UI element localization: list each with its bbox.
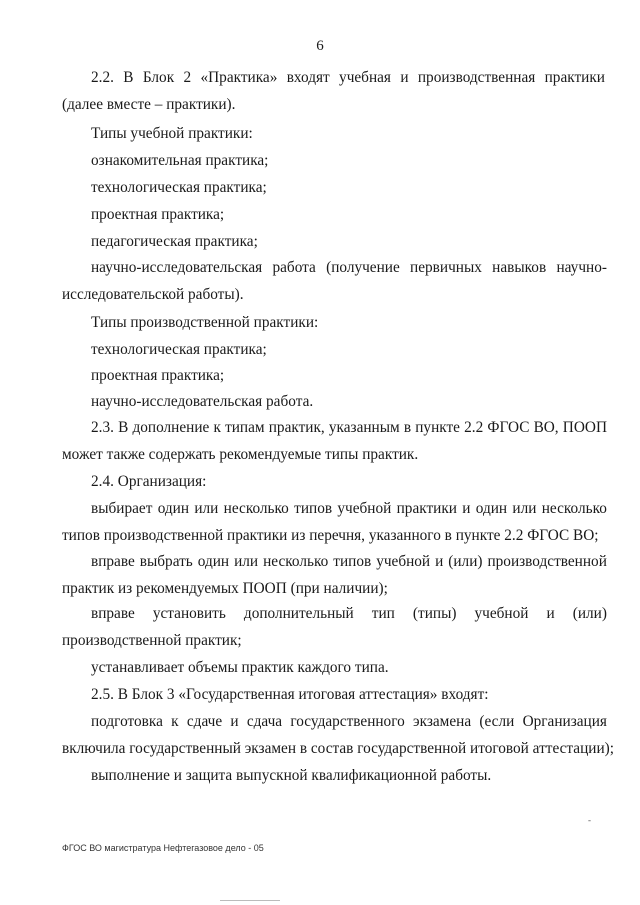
paragraph-line: 2.4. Организация: bbox=[91, 473, 207, 490]
scan-mark: - bbox=[588, 815, 591, 825]
paragraph-line: (далее вместе – практики). bbox=[62, 96, 236, 113]
paragraph-line: технологическая практика; bbox=[91, 179, 267, 196]
paragraph-line: 2.2. В Блок 2 «Практика» входят учебная и производственная практики bbox=[91, 69, 605, 86]
paragraph-line: проектная практика; bbox=[91, 367, 225, 384]
paragraph-line: научно-исследовательская работа (получение первичных навыков научно- bbox=[91, 259, 607, 276]
scan-artifact-line bbox=[220, 900, 280, 901]
paragraph-line: научно-исследовательская работа. bbox=[91, 393, 314, 410]
footer-text: ФГОС ВО магистратура Нефтегазовое дело - 05 bbox=[62, 843, 264, 853]
paragraph-line: 2.3. В дополнение к типам практик, указанным в пункте 2.2 ФГОС ВО, ПООП bbox=[91, 419, 607, 436]
paragraph-line: вправе выбрать один или несколько типов учебной и (или) производственной bbox=[91, 553, 607, 570]
paragraph-line: исследовательской работы). bbox=[62, 286, 244, 303]
page-number: 6 bbox=[316, 38, 324, 54]
paragraph-line: включила государственный экзамен в состав государственной итоговой аттестации); bbox=[62, 740, 614, 757]
paragraph-line: 2.5. В Блок 3 «Государственная итоговая аттестация» входят: bbox=[91, 686, 489, 703]
paragraph-line: устанавливает объемы практик каждого типа. bbox=[91, 659, 389, 676]
paragraph-line: подготовка к сдаче и сдача государственного экзамена (если Организация bbox=[91, 713, 607, 730]
paragraph-line: Типы производственной практики: bbox=[91, 314, 319, 331]
paragraph-line: производственной практик; bbox=[62, 632, 242, 649]
paragraph-line: вправе установить дополнительный тип (типы) учебной и (или) bbox=[91, 605, 607, 622]
paragraph-line: может также содержать рекомендуемые типы практик. bbox=[62, 446, 419, 463]
paragraph-line: типов производственной практики из перечня, указанного в пункте 2.2 ФГОС ВО; bbox=[62, 527, 599, 544]
paragraph-line: выполнение и защита выпускной квалификационной работы. bbox=[91, 767, 492, 784]
paragraph-line: технологическая практика; bbox=[91, 341, 267, 358]
paragraph-line: Типы учебной практики: bbox=[91, 125, 253, 142]
paragraph-line: выбирает один или несколько типов учебной практики и один или несколько bbox=[91, 500, 607, 517]
paragraph-line: проектная практика; bbox=[91, 206, 225, 223]
paragraph-line: практик из рекомендуемых ПООП (при наличии); bbox=[62, 580, 388, 597]
paragraph-line: педагогическая практика; bbox=[91, 233, 258, 250]
paragraph-line: ознакомительная практика; bbox=[91, 152, 269, 169]
